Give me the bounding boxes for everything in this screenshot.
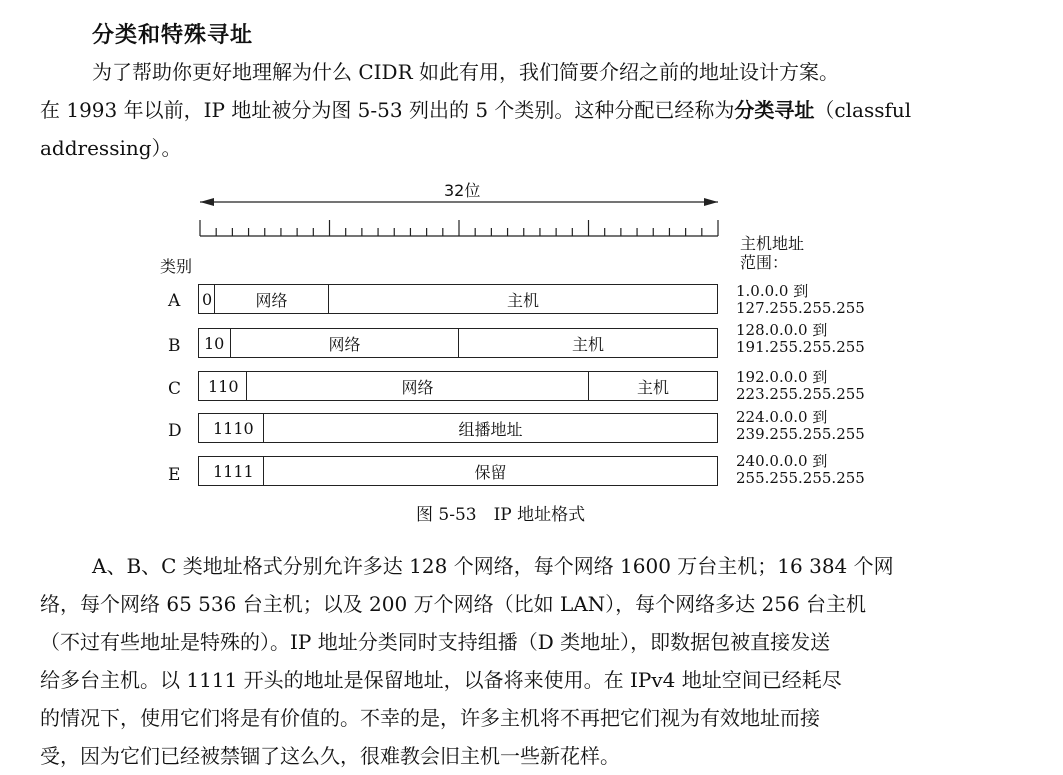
class-a-prefix: 0 [199, 285, 215, 313]
figure-caption: 图 5-53 IP 地址格式 [416, 505, 586, 525]
explanation-line-3: （不过有些地址是特殊的）。IP 地址分类同时支持组播（D 类地址），即数据包被直接发送 [40, 630, 831, 654]
class-a-range-to: 127.255.255.255 [736, 299, 865, 317]
intro-paragraph [40, 53, 911, 167]
explanation-line-5: 的情况下，使用它们将是有价值的。不幸的是，许多主机将不再把它们视为有效地址而接 [40, 706, 820, 730]
class-c-prefix: 110 [199, 372, 247, 400]
class-c-range [736, 369, 865, 403]
term-classful-addressing: 分类寻址 [734, 98, 815, 122]
class-c-network-field: 网络 [247, 372, 589, 400]
width-arrow-right-head [704, 198, 718, 206]
class-b-range [736, 322, 865, 356]
class-a-format-row [198, 284, 718, 314]
intro-line-2-text: 在 1993 年以前，IP 地址被分为图 5-53 列出的 5 个类别。这种分配已经称为 [40, 98, 735, 122]
class-explanation-paragraph [40, 547, 894, 775]
class-a-range [736, 283, 865, 317]
range-header-line-1: 主机地址 [740, 234, 805, 253]
class-c-range-from: 192.0.0.0 到 [736, 368, 828, 386]
class-e-format-row [198, 456, 718, 486]
class-d-prefix: 1110 [199, 414, 264, 442]
class-b-range-to: 191.255.255.255 [736, 338, 865, 356]
class-d-range-to: 239.255.255.255 [736, 425, 865, 443]
class-c-range-to: 223.255.255.255 [736, 385, 865, 403]
class-d-format-row [198, 413, 718, 443]
class-c-host-field: 主机 [636, 377, 669, 397]
class-label-d: D [168, 421, 182, 441]
class-c-format-row [198, 371, 718, 401]
class-b-prefix: 10 [199, 329, 231, 357]
intro-line-3: addressing）。 [40, 136, 182, 160]
explanation-line-6: 受，因为它们已经被禁锢了这么久，很难教会旧主机一些新花样。 [40, 744, 620, 768]
section-heading: 分类和特殊寻址 [92, 23, 254, 48]
class-a-network-field: 网络 [215, 285, 329, 313]
width-arrow-left-head [200, 198, 214, 206]
class-label-a: A [168, 291, 181, 311]
width-label: 32位 [444, 181, 481, 200]
intro-line-2-term-en: （classful [814, 98, 912, 122]
class-e-range-from: 240.0.0.0 到 [736, 452, 828, 470]
explanation-line-1: A、B、C 类地址格式分别允许多达 128 个网络，每个网络 1600 万台主机；16 384 个网 [92, 554, 894, 578]
bit-ruler [200, 220, 718, 236]
class-e-prefix: 1111 [199, 457, 264, 485]
class-e-range-to: 255.255.255.255 [736, 469, 865, 487]
class-b-format-row [198, 328, 718, 358]
class-a-host-field: 主机 [506, 290, 539, 310]
range-column-header [740, 234, 804, 272]
class-column-header: 类别 [160, 257, 193, 276]
class-label-b: B [168, 336, 181, 356]
class-label-c: C [168, 379, 182, 399]
class-e-range [736, 453, 865, 487]
intro-line-2 [40, 91, 911, 129]
class-b-range-from: 128.0.0.0 到 [736, 321, 828, 339]
class-d-multicast-field: 组播地址 [458, 419, 523, 439]
range-header-line-2: 范围： [740, 253, 789, 272]
class-a-range-from: 1.0.0.0 到 [736, 282, 809, 300]
class-e-reserved-field: 保留 [474, 462, 507, 482]
class-d-range-from: 224.0.0.0 到 [736, 408, 828, 426]
explanation-line-4: 给多台主机。以 1111 开头的地址是保留地址，以备将来使用。在 IPv4 地址空间已经耗尽 [40, 668, 842, 692]
class-d-range [736, 409, 865, 443]
class-b-network-field: 网络 [231, 329, 459, 357]
explanation-line-2: 络，每个网络 65 536 台主机；以及 200 万个网络（比如 LAN），每个网络多达 256 台主机 [40, 592, 867, 616]
intro-line-1: 为了帮助你更好地理解为什么 CIDR 如此有用，我们简要介绍之前的地址设计方案。 [92, 60, 840, 84]
class-label-e: E [168, 465, 181, 485]
class-b-host-field: 主机 [571, 334, 604, 354]
